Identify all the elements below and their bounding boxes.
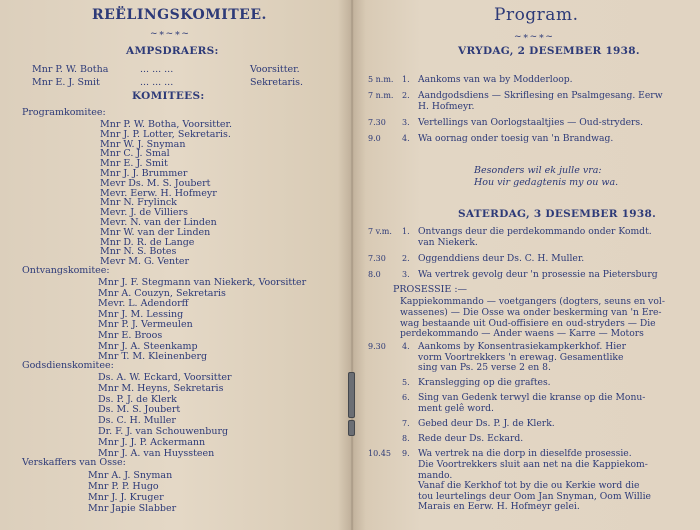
item-text: H. Hofmeyr. bbox=[418, 101, 475, 112]
item-text: Aankoms by Konsentrasiekampkerkhof. Hier bbox=[418, 341, 626, 352]
prosessie-heading: PROSESSIE :— bbox=[393, 284, 468, 295]
item-text: Ontvangs deur die perdekommando onder Komdt. bbox=[418, 226, 652, 237]
member-name: Mnr C. J. Smal bbox=[100, 148, 170, 160]
item-number: 4. bbox=[402, 342, 410, 351]
member-name: Mnr A. Couzyn, Sekretaris bbox=[98, 287, 226, 299]
member-name: Mnr E. J. Smit bbox=[100, 158, 168, 170]
item-number: 6. bbox=[402, 393, 410, 403]
member-name: Mnr A. J. Snyman bbox=[88, 470, 173, 481]
committee-title: REËLINGSKOMITEE. bbox=[92, 7, 267, 23]
item-text: Aandgodsdiens — Skriflesing en Psalmgesang. Eerw bbox=[418, 90, 663, 101]
item-text: Wa vertrek gevolg deur 'n prosessie na Pietersburg bbox=[418, 269, 658, 280]
komitees-heading: KOMITEES: bbox=[132, 90, 205, 102]
item-number: 1. bbox=[402, 227, 410, 236]
member-name: Mnr J. A. van Huyssteen bbox=[98, 447, 215, 459]
member-name: Mnr J. P. Lotter, Sekretaris. bbox=[100, 128, 231, 140]
member-name: Mevr M. G. Venter bbox=[100, 256, 190, 268]
item-number: 9. bbox=[402, 449, 410, 459]
official-name: Mnr E. J. Smit bbox=[32, 77, 100, 88]
ornament-divider: ~∗~∗~ bbox=[514, 32, 554, 42]
member-name: Mnr J. J. P. Ackermann bbox=[98, 436, 206, 448]
item-text: Oggenddiens deur Ds. C. H. Muller. bbox=[418, 253, 585, 264]
item-number: 2. bbox=[402, 254, 410, 263]
committee-label: Ontvangskomitee: bbox=[22, 265, 110, 276]
committee-label: Programkomitee: bbox=[22, 107, 106, 118]
member-name: Mnr N. Frylinck bbox=[100, 197, 177, 209]
member-name: Mevr Ds. M. S. Joubert bbox=[100, 177, 211, 189]
item-text: Rede deur Ds. Eckard. bbox=[418, 433, 524, 445]
member-name: Mnr P. J. Vermeulen bbox=[98, 319, 193, 331]
item-time: 7 n.m. bbox=[368, 91, 394, 100]
member-name: Mnr J. J. Kruger bbox=[88, 492, 164, 503]
staple-icon bbox=[348, 420, 355, 436]
item-time: 10.45 bbox=[368, 449, 391, 459]
item-number: 3. bbox=[402, 118, 410, 127]
item-text: sing van Ps. 25 verse 2 en 8. bbox=[418, 362, 551, 374]
ampsdraers-heading: AMPSDRAERS: bbox=[126, 45, 219, 57]
member-name: Mnr J. M. Lessing bbox=[98, 308, 184, 320]
member-name: Mnr E. Broos bbox=[98, 330, 163, 341]
item-number: 2. bbox=[402, 91, 410, 100]
member-name: Mnr J. J. Brummer bbox=[100, 168, 188, 179]
item-number: 1. bbox=[402, 75, 410, 84]
member-name: Mevr. N. van der Linden bbox=[100, 217, 217, 228]
prosessie-line: wassenes) — Die Osse wa onder beskerming van 'n Ere- bbox=[400, 306, 662, 318]
item-time: 9.30 bbox=[368, 342, 386, 351]
item-text: Wa vertrek na die dorp in dieselfde prosessie. bbox=[418, 448, 632, 460]
member-name: Mnr D. R. de Lange bbox=[100, 236, 195, 248]
item-number: 4. bbox=[402, 134, 410, 143]
quote-line: Besonders wil ek julle vra: bbox=[474, 165, 602, 176]
item-text: vorm Voortrekkers 'n erewag. Gesamentlike bbox=[418, 351, 624, 363]
member-name: Mnr J. A. Steenkamp bbox=[98, 340, 198, 352]
member-name: Mevr. J. de Villiers bbox=[100, 207, 188, 219]
item-number: 7. bbox=[402, 419, 410, 429]
leader-dots: ... ... ... bbox=[140, 64, 174, 75]
item-number: 5. bbox=[402, 378, 410, 388]
item-text: van Niekerk. bbox=[418, 237, 478, 248]
item-time: 5 n.m. bbox=[368, 75, 394, 84]
program-title: Program. bbox=[494, 5, 579, 25]
member-name: Mnr T. M. Kleinenberg bbox=[98, 351, 208, 363]
member-name: Mnr P. W. Botha, Voorsitter. bbox=[100, 119, 233, 130]
committee-label: Verskaffers van Osse: bbox=[22, 457, 126, 468]
member-name: Mnr N. S. Botes bbox=[100, 246, 177, 258]
item-number: 8. bbox=[402, 434, 410, 444]
item-time: 7.30 bbox=[368, 118, 386, 127]
member-name: Mevr. L. Adendorff bbox=[98, 298, 189, 310]
item-text: Kranslegging op die graftes. bbox=[418, 377, 551, 389]
item-text: Die Voortrekkers sluit aan net na die Kappiekom- bbox=[418, 458, 648, 470]
member-name: Mnr P. P. Hugo bbox=[88, 481, 159, 492]
staple-icon bbox=[348, 372, 355, 418]
item-text: ment gelê word. bbox=[418, 403, 494, 414]
member-name: Mnr Japie Slabber bbox=[88, 503, 177, 514]
item-text: Aankoms van wa by Modderloop. bbox=[418, 74, 573, 85]
quote-line: Hou vir gedagtenis my ou wa. bbox=[474, 177, 619, 188]
member-name: Ds. C. H. Muller bbox=[98, 415, 176, 427]
item-time: 9.0 bbox=[368, 134, 381, 143]
member-name: Mnr W. van der Linden bbox=[100, 226, 211, 238]
item-time: 7.30 bbox=[368, 254, 386, 263]
prosessie-line: wag bestaande uit Oud-offisiere en oud-stryders — Die bbox=[400, 317, 656, 329]
day-heading: VRYDAG, 2 DESEMBER 1938. bbox=[458, 45, 640, 57]
official-role: Sekretaris. bbox=[250, 77, 304, 88]
item-text: Sing van Gedenk terwyl die kranse op die Monu- bbox=[418, 392, 646, 404]
item-text: Marais en Eerw. H. Hofmeyr gelei. bbox=[418, 501, 580, 513]
ornament-divider: ~∗~∗~ bbox=[150, 29, 190, 39]
member-name: Mnr M. Heyns, Sekretaris bbox=[98, 382, 224, 394]
item-text: Gebed deur Ds. P. J. de Klerk. bbox=[418, 418, 555, 430]
item-number: 3. bbox=[402, 270, 410, 279]
item-text: Wa oornag onder toesig van 'n Brandwag. bbox=[418, 133, 614, 144]
item-time: 7 v.m. bbox=[368, 227, 392, 236]
item-time: 8.0 bbox=[368, 270, 381, 279]
official-name: Mnr P. W. Botha bbox=[32, 64, 109, 75]
member-name: Ds. P. J. de Klerk bbox=[98, 393, 177, 405]
item-text: Vanaf die Kerkhof tot by die ou Kerkie word die bbox=[418, 480, 640, 492]
member-name: Mnr J. F. Stegmann van Niekerk, Voorsitter bbox=[98, 277, 307, 288]
day-heading: SATERDAG, 3 DESEMBER 1938. bbox=[458, 208, 657, 220]
member-name: Mnr W. J. Snyman bbox=[100, 138, 186, 150]
prosessie-line: perdekommando — Ander waens — Karre — Motors bbox=[400, 328, 644, 340]
official-role: Voorsitter. bbox=[250, 64, 300, 75]
item-text: Vertellings van Oorlogstaaltjies — Oud-stryders. bbox=[418, 117, 644, 128]
item-text: mando. bbox=[418, 469, 453, 481]
member-name: Mevr. Eerw. H. Hofmeyr bbox=[100, 187, 217, 199]
book-gutter bbox=[338, 0, 366, 530]
committee-label: Godsdienskomitee: bbox=[22, 360, 114, 371]
item-text: tou leurtelings deur Oom Jan Snyman, Oom Willie bbox=[418, 490, 651, 502]
member-name: Ds. A. W. Eckard, Voorsitter bbox=[98, 372, 232, 383]
leader-dots: ... ... ... bbox=[140, 77, 174, 88]
member-name: Ds. M. S. Joubert bbox=[98, 404, 181, 416]
member-name: Dr. F. J. van Schouwenburg bbox=[98, 426, 229, 437]
prosessie-line: Kappiekommando — voetgangers (dogters, seuns en vol- bbox=[400, 296, 665, 307]
